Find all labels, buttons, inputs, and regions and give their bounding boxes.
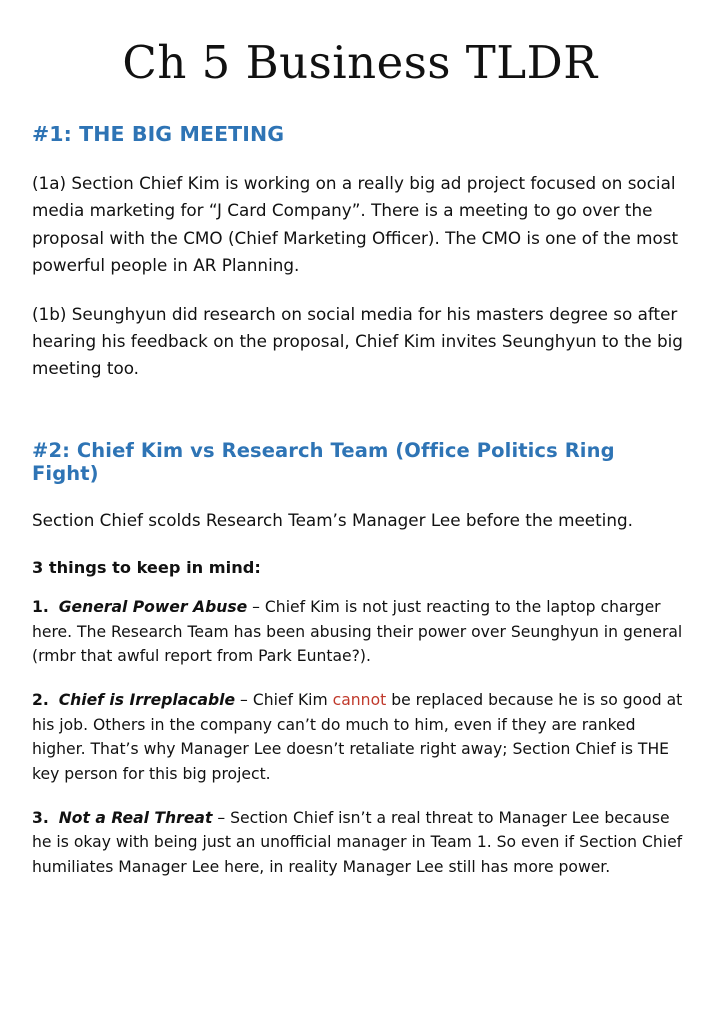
point-1-text: Chief Kim is not just reacting to the laptop charger here. The Research Team has been abusing their power over Seunghyun in general (rmbr that awful report from Park Euntae?). (32, 598, 683, 666)
point-2-number: 2. (32, 691, 49, 710)
section-2-list-intro: 3 things to keep in mind: (32, 558, 261, 578)
point-2-highlight: cannot (332, 691, 387, 710)
point-2-lead: Chief is Irreplacable (58, 691, 236, 710)
page-title: Ch 5 Business TLDR (122, 36, 598, 89)
section-1-paragraph-1a: (1a) Section Chief Kim is working on a really big ad project focused on social media marketing for “J Card Company”. There is a meeting to go over the proposal with the CMO (Chief Marketing Officer). The CMO is one of the most powerful people in AR Planning. (32, 173, 679, 275)
list-item (32, 688, 688, 787)
point-1-number: 1. (32, 598, 49, 617)
point-1-lead: General Power Abuse (58, 598, 248, 617)
point-3-lead: Not a Real Threat (58, 808, 213, 827)
point-1-dash: – (247, 598, 265, 617)
point-2-text-after: be replaced because he is so good at his job. Others in the company can’t do much to him, even if they are ranked higher. That’s why Manager Lee doesn’t retaliate right away; Section Chief is THE key person for this big project. (32, 691, 683, 783)
section-gap (32, 405, 688, 439)
point-3-dash: – (212, 808, 231, 827)
section-1-paragraph-1b: (1b) Seunghyun did research on social media for his masters degree so after hearing his feedback on the proposal, Chief Kim invites Seunghyun to the big meeting too. (32, 303, 683, 379)
point-2-text-before: Chief Kim (252, 691, 333, 710)
list-item (32, 595, 688, 669)
point-3-number: 3. (32, 808, 49, 827)
list-item (32, 806, 688, 880)
section-heading-1: #1: THE BIG MEETING (32, 121, 285, 146)
point-3-text: Section Chief isn’t a real threat to Manager Lee because he is okay with being just an unofficial manager in Team 1. So even if Section Chief humiliates Manager Lee here, in reality Manager Lee still has more power. (32, 808, 683, 876)
point-2-dash: – (235, 691, 253, 710)
section-heading-2: #2: Chief Kim vs Research Team (Office Politics Ring Fight) (32, 438, 615, 485)
section-2-lead: Section Chief scolds Research Team’s Manager Lee before the meeting. (32, 510, 633, 531)
